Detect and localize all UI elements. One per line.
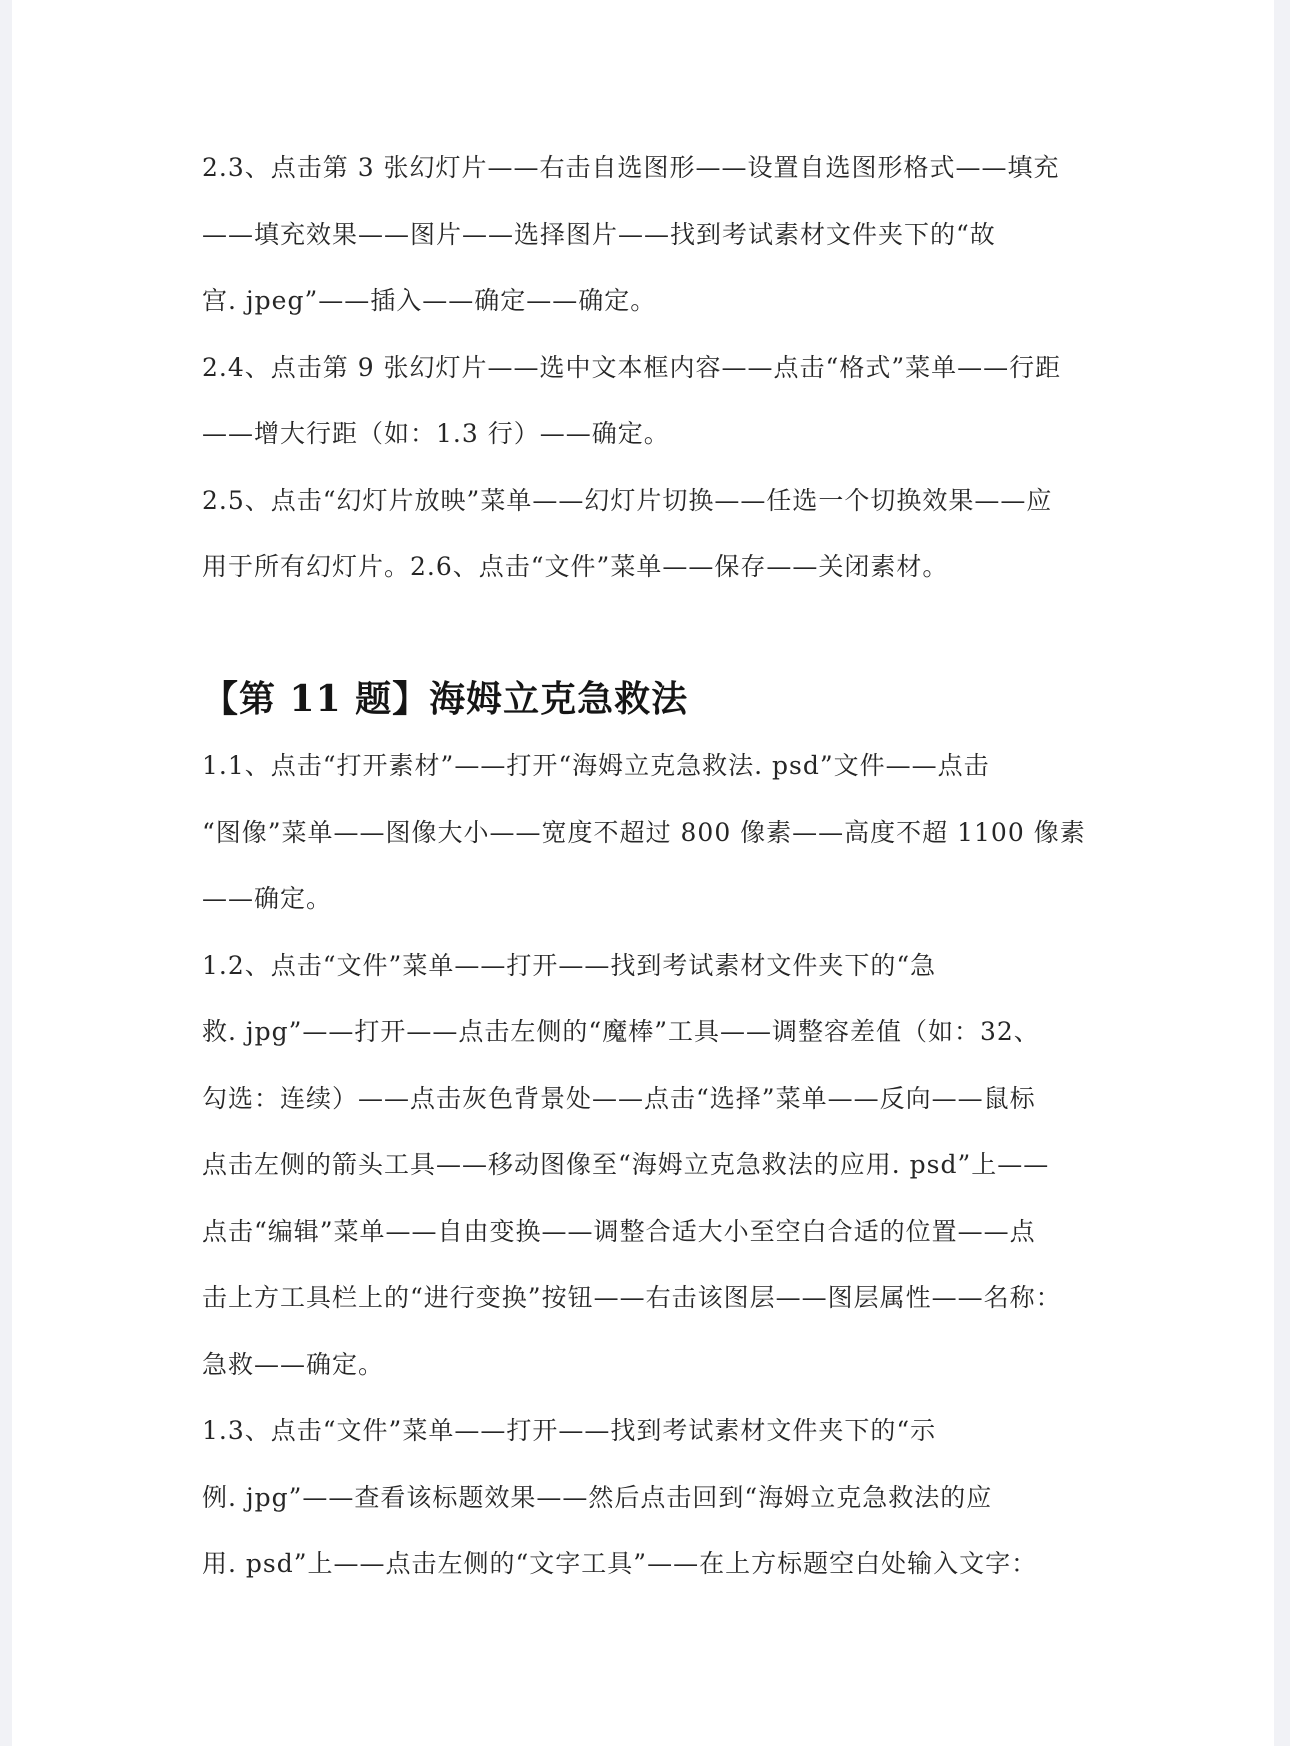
step-2-3-line-1: 2.3、点击第 3 张幻灯片——右击自选图形——设置自选图形格式——填充: [202, 153, 1060, 182]
step-2-4-line-2: ——增大行距（如：1.3 行）——确定。: [202, 419, 670, 448]
step-1-3-line-1: 1.3、点击“文件”菜单——打开——找到考试素材文件夹下的“示: [202, 1416, 937, 1445]
step-1-2-line-5: 点击“编辑”菜单——自由变换——调整合适大小至空白合适的位置——点: [202, 1217, 1036, 1246]
step-2-3-line-3: 宫. jpeg”——插入——确定——确定。: [202, 286, 657, 315]
step-1-2-line-6: 击上方工具栏上的“进行变换”按钮——右击该图层——图层属性——名称：: [202, 1283, 1062, 1312]
step-2-5-line-2: 用于所有幻灯片。2.6、点击“文件”菜单——保存——关闭素材。: [202, 552, 949, 581]
step-2-5-line-1: 2.5、点击“幻灯片放映”菜单——幻灯片切换——任选一个切换效果——应: [202, 486, 1053, 515]
step-1-2-line-4: 点击左侧的箭头工具——移动图像至“海姆立克急救法的应用. psd”上——: [202, 1150, 1050, 1179]
step-1-2-line-2: 救. jpg”——打开——点击左侧的“魔棒”工具——调整容差值（如：32、: [202, 1017, 1040, 1046]
step-1-1-line-3: ——确定。: [202, 884, 333, 913]
step-1-2-line-7: 急救——确定。: [202, 1350, 385, 1379]
step-1-2-line-1: 1.2、点击“文件”菜单——打开——找到考试素材文件夹下的“急: [202, 951, 937, 980]
step-2-4-line-1: 2.4、点击第 9 张幻灯片——选中文本框内容——点击“格式”菜单——行距: [202, 353, 1062, 382]
step-1-1-line-1: 1.1、点击“打开素材”——打开“海姆立克急救法. psd”文件——点击: [202, 751, 990, 780]
step-1-2-line-3: 勾选：连续）——点击灰色背景处——点击“选择”菜单——反向——鼠标: [202, 1084, 1036, 1113]
document-page: [12, 0, 1274, 1746]
step-2-3-line-2: ——填充效果——图片——选择图片——找到考试素材文件夹下的“故: [202, 220, 996, 249]
step-1-1-line-2: “图像”菜单——图像大小——宽度不超过 800 像素——高度不超 1100 像素: [202, 818, 1086, 847]
step-1-3-line-3: 用. psd”上——点击左侧的“文字工具”——在上方标题空白处输入文字：: [202, 1549, 1038, 1578]
question-11-heading: 【第 11 题】海姆立克急救法: [202, 678, 689, 720]
step-1-3-line-2: 例. jpg”——查看该标题效果——然后点击回到“海姆立克急救法的应: [202, 1483, 993, 1512]
